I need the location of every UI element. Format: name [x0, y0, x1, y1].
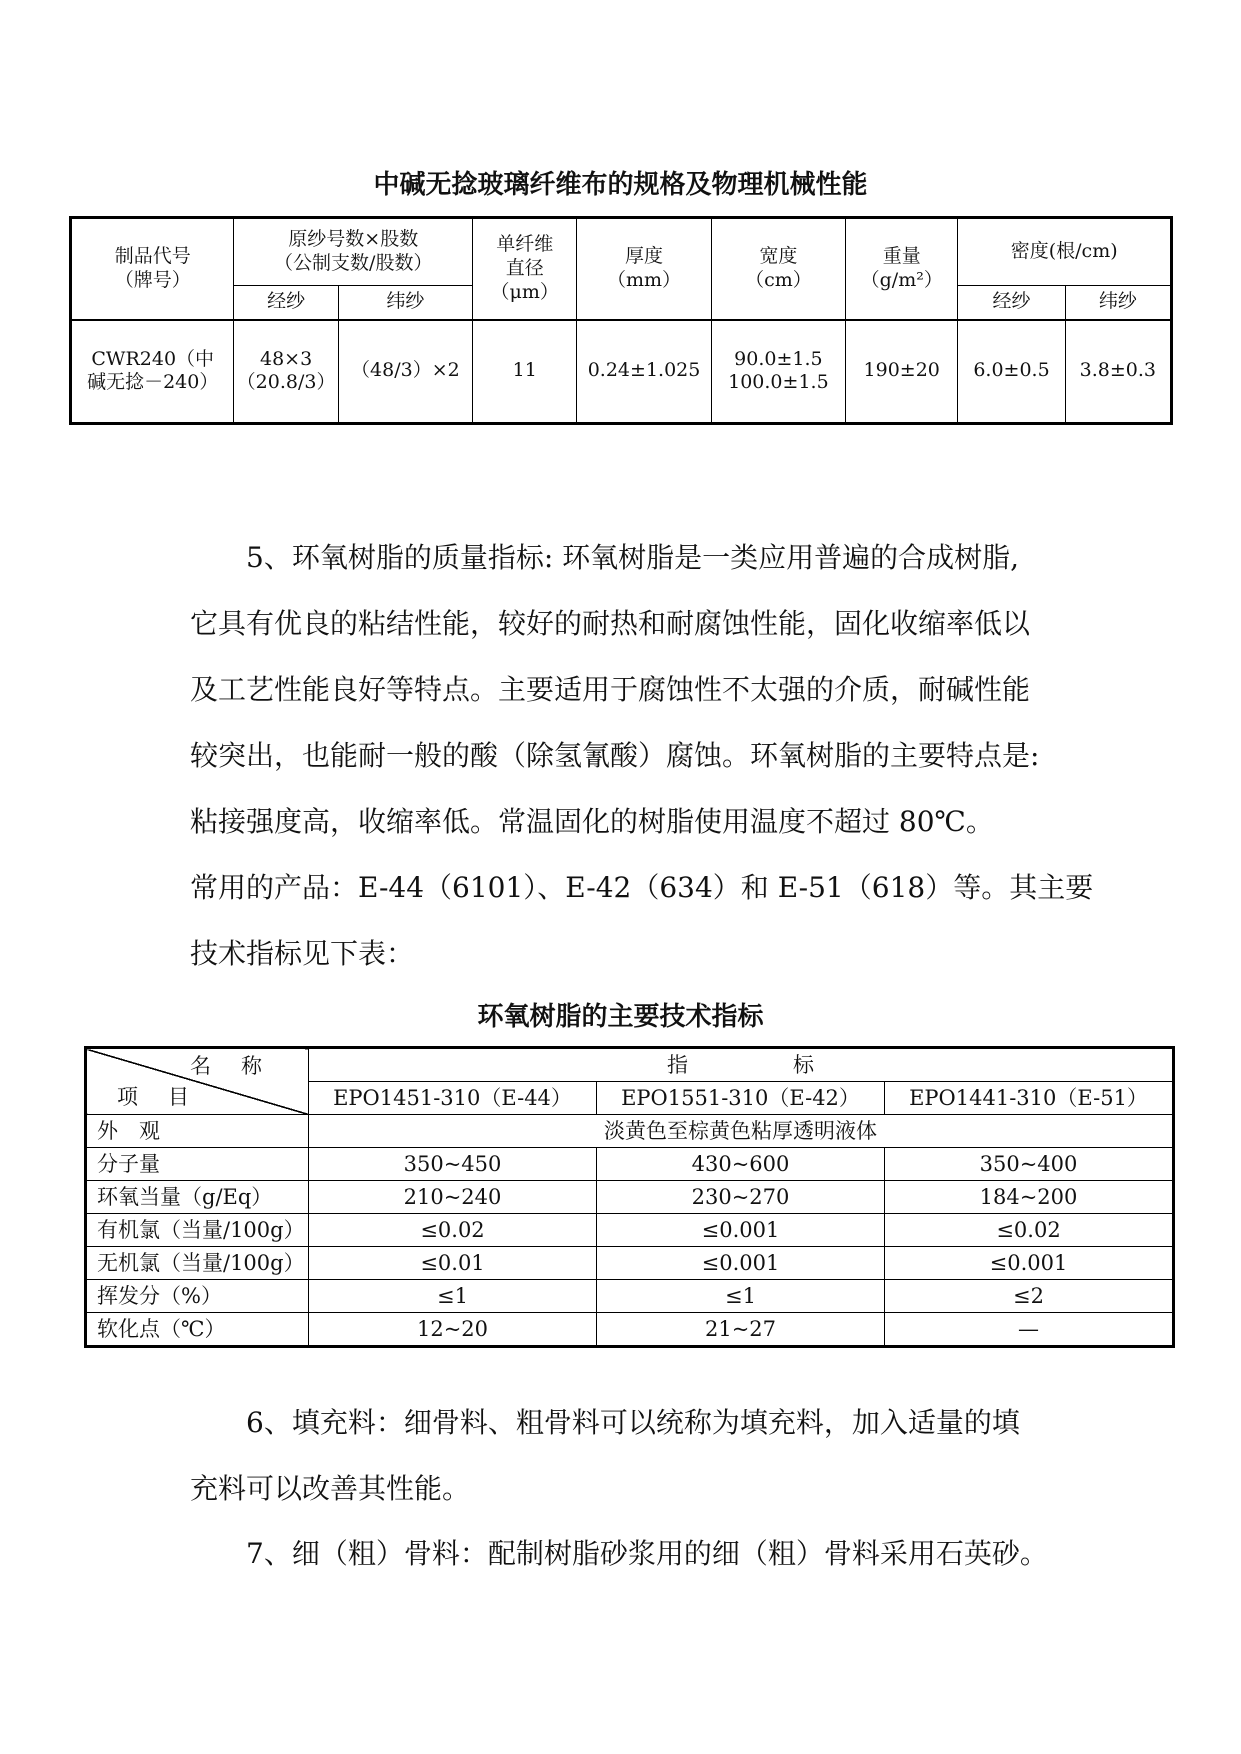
- table-row: [86, 1181, 1174, 1214]
- glass-fiber-spec-table: [69, 216, 1173, 425]
- paragraph-line: 技术指标见下表：: [190, 937, 415, 970]
- header-width: 宽度 （cm）: [711, 218, 845, 320]
- header-e51: EPO1441-310（E-51）: [885, 1082, 1174, 1115]
- corner-name-label: 名称: [190, 1054, 292, 1078]
- header-yarn-warp: 经纱: [234, 286, 338, 320]
- paragraph-6: [190, 1390, 1070, 1522]
- corner-header: [86, 1048, 309, 1115]
- cell-value: ≤0.001: [885, 1247, 1174, 1280]
- table-row: [86, 1313, 1174, 1347]
- header-yarn-count: 原纱号数×股数 （公制支数/股数）: [234, 218, 473, 286]
- row-label: 无机氯（当量/100g）: [86, 1247, 309, 1280]
- paragraph-line: 7、细（粗）骨料：配制树脂砂浆用的细（粗）骨料采用石英砂。: [246, 1537, 1048, 1570]
- cell-appearance: 淡黄色至棕黄色粘厚透明液体: [309, 1115, 1174, 1148]
- cell-value: 210~240: [309, 1181, 597, 1214]
- cell-value: ≤0.02: [885, 1214, 1174, 1247]
- cell-code: CWR240（中 碱无捻－240）: [71, 320, 234, 424]
- header-density-weft: 纬纱: [1065, 286, 1171, 320]
- cell-value: ≤2: [885, 1280, 1174, 1313]
- table-row: [71, 320, 1172, 424]
- row-label: 挥发分（%）: [86, 1280, 309, 1313]
- cell-density-warp: 6.0±0.5: [958, 320, 1065, 424]
- row-label: 有机氯（当量/100g）: [86, 1214, 309, 1247]
- table-row: [86, 1115, 1174, 1148]
- paragraph-line: 它具有优良的粘结性能，较好的耐热和耐腐蚀性能，固化收缩率低以: [190, 607, 1031, 640]
- cell-density-weft: 3.8±0.3: [1065, 320, 1171, 424]
- paragraph-line: 及工艺性能良好等特点。主要适用于腐蚀性不太强的介质，耐碱性能: [190, 673, 1031, 706]
- cell-value: ≤0.001: [597, 1247, 885, 1280]
- cell-value: 184~200: [885, 1181, 1174, 1214]
- row-label: 软化点（℃）: [86, 1313, 309, 1347]
- cell-weft: （48/3）×2: [338, 320, 472, 424]
- cell-value: 12~20: [309, 1313, 597, 1347]
- row-label: 外 观: [86, 1115, 309, 1148]
- paragraph-line: 常用的产品：E-44（6101）、E-42（634）和 E-51（618）等。其主要: [190, 871, 1094, 904]
- row-label: 分子量: [86, 1148, 309, 1181]
- cell-value: 21~27: [597, 1313, 885, 1347]
- header-yarn-weft: 纬纱: [338, 286, 472, 320]
- cell-width: 90.0±1.5 100.0±1.5: [711, 320, 845, 424]
- paragraph-line: 6、填充料：细骨料、粗骨料可以统称为填充料，加入适量的填: [246, 1406, 1020, 1439]
- cell-value: —: [885, 1313, 1174, 1347]
- cell-value: 230~270: [597, 1181, 885, 1214]
- table1-title: 中碱无捻玻璃纤维布的规格及物理机械性能: [373, 170, 868, 200]
- paragraph-line: 较突出，也能耐一般的酸（除氢氰酸）腐蚀。环氧树脂的主要特点是:: [190, 739, 1040, 772]
- table2-title: 环氧树脂的主要技术指标: [477, 1002, 764, 1032]
- cell-warp: 48×3 （20.8/3）: [234, 320, 338, 424]
- header-indicator: 指 标: [309, 1048, 1174, 1082]
- cell-fiber: 11: [473, 320, 577, 424]
- table-row: [86, 1214, 1174, 1247]
- header-e44: EPO1451-310（E-44）: [309, 1082, 597, 1115]
- table-row: [86, 1247, 1174, 1280]
- cell-thickness: 0.24±1.025: [577, 320, 711, 424]
- cell-value: 350~400: [885, 1148, 1174, 1181]
- paragraph-line: 粘接强度高，收缩率低。常温固化的树脂使用温度不超过 80℃。: [190, 805, 994, 838]
- paragraph-line: 5、环氧树脂的质量指标: 环氧树脂是一类应用普遍的合成树脂,: [246, 541, 1020, 574]
- cell-value: 350~450: [309, 1148, 597, 1181]
- header-density: 密度(根/cm): [958, 218, 1172, 286]
- header-thickness: 厚度 （mm）: [577, 218, 711, 320]
- header-fiber-diameter: 单纤维 直径 （μm）: [473, 218, 577, 320]
- paragraph-line: 充料可以改善其性能。: [190, 1472, 471, 1505]
- paragraph-7: [190, 1521, 1070, 1587]
- corner-item-label: 项目: [117, 1084, 219, 1109]
- cell-value: ≤0.02: [309, 1214, 597, 1247]
- header-e42: EPO1551-310（E-42）: [597, 1082, 885, 1115]
- cell-value: 430~600: [597, 1148, 885, 1181]
- epoxy-resin-index-table: [84, 1046, 1175, 1348]
- header-weight: 重量 （g/m²）: [846, 218, 958, 320]
- cell-value: ≤1: [597, 1280, 885, 1313]
- table-row: [86, 1148, 1174, 1181]
- cell-value: ≤1: [309, 1280, 597, 1313]
- header-density-warp: 经纱: [958, 286, 1065, 320]
- cell-value: ≤0.001: [597, 1214, 885, 1247]
- row-label: 环氧当量（g/Eq）: [86, 1181, 309, 1214]
- header-product-code: 制品代号 （牌号）: [71, 218, 234, 320]
- paragraph-5: [190, 525, 1094, 987]
- cell-weight: 190±20: [846, 320, 958, 424]
- cell-value: ≤0.01: [309, 1247, 597, 1280]
- table-row: [86, 1280, 1174, 1313]
